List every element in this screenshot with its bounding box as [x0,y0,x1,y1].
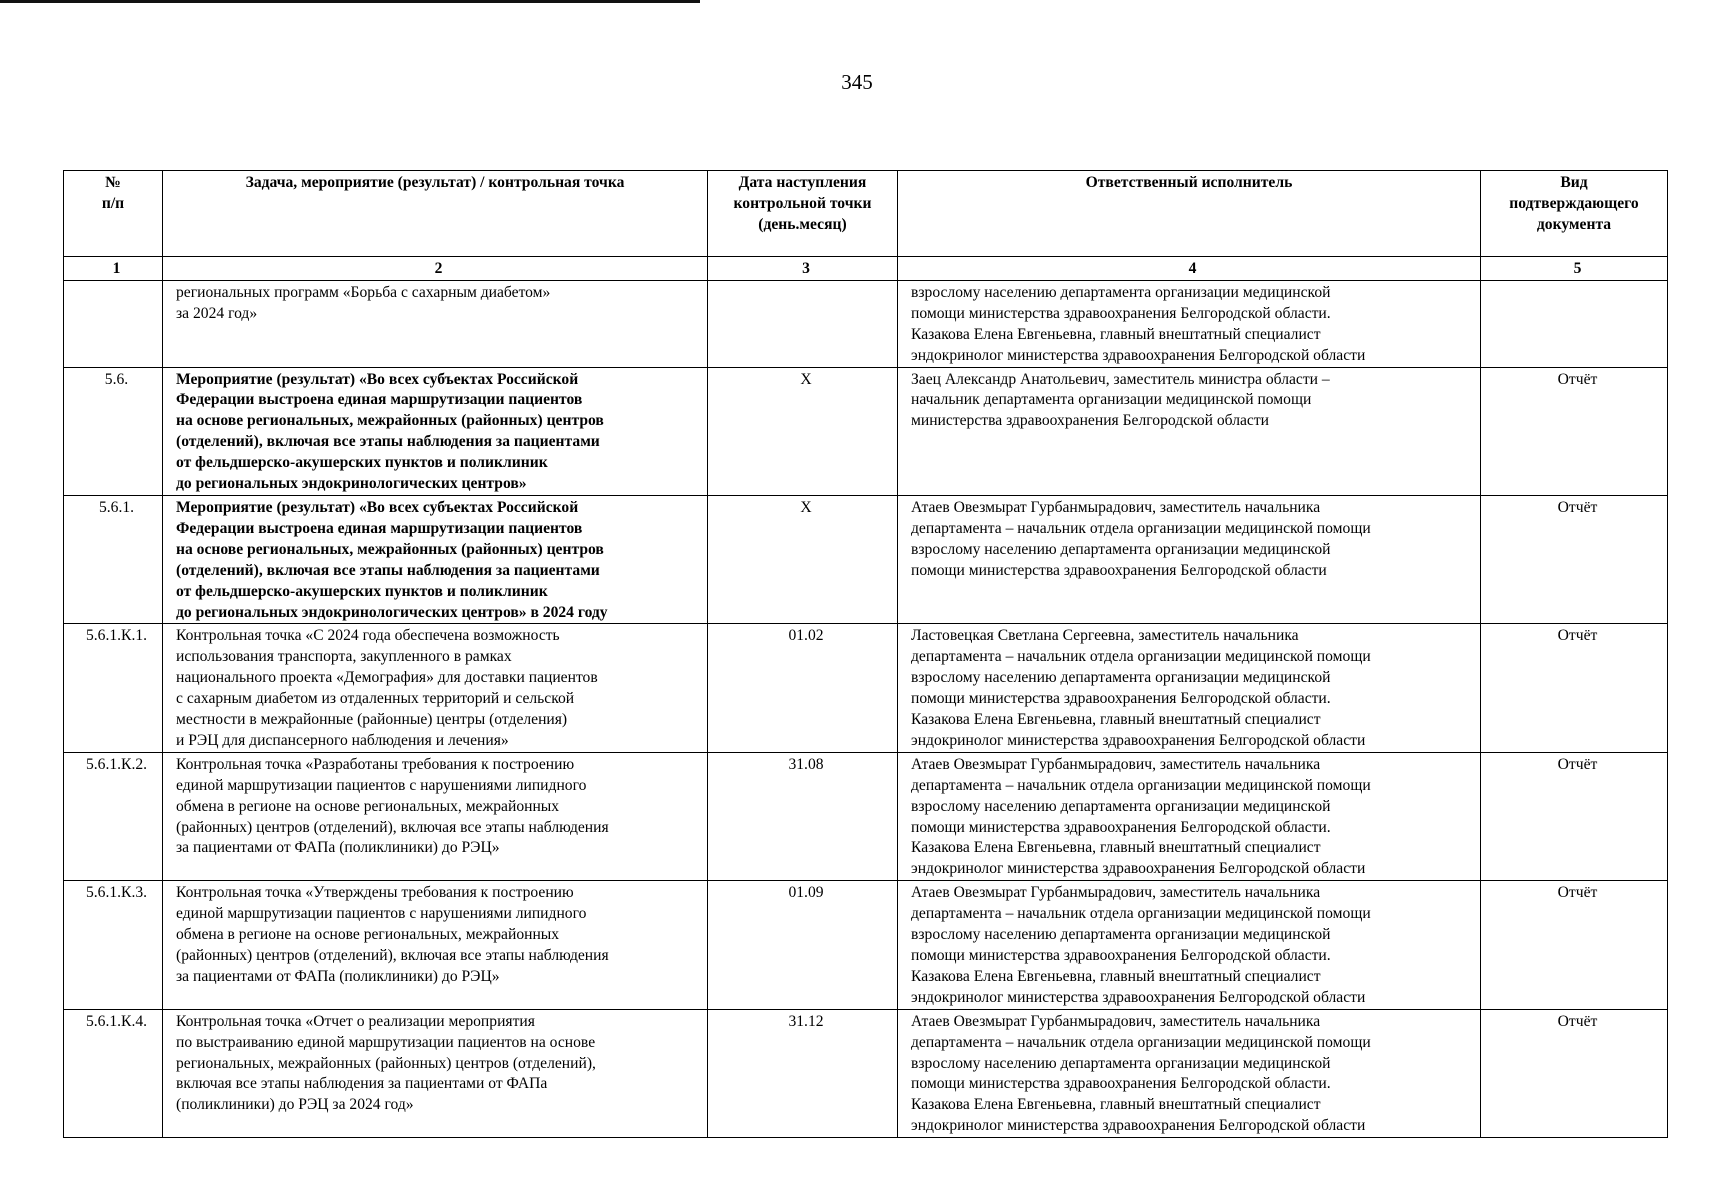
row-task: Контрольная точка «Отчет о реализации мероприятия по выстраиванию единой маршрутизации пациентов на основе региональных, межрайонных (районных) центров (отделений), включая все этапы наблюдения за пациентами от ФАПа (поликлиники) до РЭЦ за 2024 год» [163,1009,708,1137]
plan-table [63,170,1668,1138]
header-doc: Вид подтверждающего документа [1481,171,1668,257]
row-task: Контрольная точка «С 2024 года обеспечена возможность использования транспорта, закупленного в рамках национального проекта «Демография» для доставки пациентов с сахарным диабетом из отдаленных территорий и сельской местности в межрайонные (районные) центры (отделения) и РЭЦ для диспансерного наблюдения и лечения» [163,624,708,752]
column-number: 1 [64,257,163,281]
header-row [64,171,1668,257]
row-number: 5.6.1.К.1. [64,624,163,752]
row-executor: Заец Александр Анатольевич, заместитель министра области – начальник департамента организации медицинской помощи министерства здравоохранения Белгородской области [898,367,1481,495]
row-number: 5.6.1. [64,495,163,623]
scan-edge-mark [0,0,700,3]
row-executor: Ластовецкая Светлана Сергеевна, заместитель начальника департамента – начальник отдела организации медицинской помощи взрослому населению департамента организации медицинской помощи министерства здравоохранения Белгородской области. Казакова Елена Евгеньевна, главный внештатный специалист эндокринолог министерства здравоохранения Белгородской области [898,624,1481,752]
row-date [708,280,898,367]
row-document: Отчёт [1481,1009,1668,1137]
table-row [64,752,1668,880]
row-document [1481,280,1668,367]
row-number: 5.6.1.К.4. [64,1009,163,1137]
table-row [64,367,1668,495]
row-number: 5.6. [64,367,163,495]
row-number: 5.6.1.К.3. [64,881,163,1009]
row-date: 01.09 [708,881,898,1009]
header-date: Дата наступления контрольной точки (день.месяц) [708,171,898,257]
row-document: Отчёт [1481,881,1668,1009]
table-row [64,881,1668,1009]
header-task: Задача, мероприятие (результат) / контрольная точка [163,171,708,257]
row-number [64,280,163,367]
column-number: 5 [1481,257,1668,281]
header-num: № п/п [64,171,163,257]
row-executor: Атаев Овезмырат Гурбанмырадович, заместитель начальника департамента – начальник отдела организации медицинской помощи взрослому населению департамента организации медицинской помощи министерства здравоохранения Белгородской области. Казакова Елена Евгеньевна, главный внештатный специалист эндокринолог министерства здравоохранения Белгородской области [898,881,1481,1009]
row-executor: Атаев Овезмырат Гурбанмырадович, заместитель начальника департамента – начальник отдела организации медицинской помощи взрослому населению департамента организации медицинской помощи министерства здравоохранения Белгородской области [898,495,1481,623]
table-row [64,280,1668,367]
header-executor: Ответственный исполнитель [898,171,1481,257]
row-executor: Атаев Овезмырат Гурбанмырадович, заместитель начальника департамента – начальник отдела организации медицинской помощи взрослому населению департамента организации медицинской помощи министерства здравоохранения Белгородской области. Казакова Елена Евгеньевна, главный внештатный специалист эндокринолог министерства здравоохранения Белгородской области [898,752,1481,880]
row-date: 31.08 [708,752,898,880]
row-task: Мероприятие (результат) «Во всех субъектах Российской Федерации выстроена единая маршрутизации пациентов на основе региональных, межрайонных (районных) центров (отделений), включая все этапы наблюдения за пациентами от фельдшерско-акушерских пунктов и поликлиник до региональных эндокринологических центров» [163,367,708,495]
row-document: Отчёт [1481,495,1668,623]
column-number-row [64,257,1668,281]
column-number: 2 [163,257,708,281]
page-number: 345 [841,70,873,94]
column-number: 4 [898,257,1481,281]
row-task: Контрольная точка «Разработаны требования к построению единой маршрутизации пациентов с нарушениями липидного обмена в регионе на основе региональных, межрайонных (районных) центров (отделений), включая все этапы наблюдения за пациентами от ФАПа (поликлиники) до РЭЦ» [163,752,708,880]
row-executor: взрослому населению департамента организации медицинской помощи министерства здравоохранения Белгородской области. Казакова Елена Евгеньевна, главный внештатный специалист эндокринолог министерства здравоохранения Белгородской области [898,280,1481,367]
row-document: Отчёт [1481,752,1668,880]
row-document: Отчёт [1481,624,1668,752]
row-executor: Атаев Овезмырат Гурбанмырадович, заместитель начальника департамента – начальник отдела организации медицинской помощи взрослому населению департамента организации медицинской помощи министерства здравоохранения Белгородской области. Казакова Елена Евгеньевна, главный внештатный специалист эндокринолог министерства здравоохранения Белгородской области [898,1009,1481,1137]
table-row [64,1009,1668,1137]
row-document: Отчёт [1481,367,1668,495]
row-date: Х [708,367,898,495]
row-task: региональных программ «Борьба с сахарным диабетом» за 2024 год» [163,280,708,367]
row-number: 5.6.1.К.2. [64,752,163,880]
table-row [64,495,1668,623]
row-date: 01.02 [708,624,898,752]
row-date: Х [708,495,898,623]
row-task: Контрольная точка «Утверждены требования к построению единой маршрутизации пациентов с нарушениями липидного обмена в регионе на основе региональных, межрайонных (районных) центров (отделений), включая все этапы наблюдения за пациентами от ФАПа (поликлиники) до РЭЦ» [163,881,708,1009]
row-date: 31.12 [708,1009,898,1137]
table-row [64,624,1668,752]
row-task: Мероприятие (результат) «Во всех субъектах Российской Федерации выстроена единая маршрутизации пациентов на основе региональных, межрайонных (районных) центров (отделений), включая все этапы наблюдения за пациентами от фельдшерско-акушерских пунктов и поликлиник до региональных эндокринологических центров» в 2024 году [163,495,708,623]
column-number: 3 [708,257,898,281]
